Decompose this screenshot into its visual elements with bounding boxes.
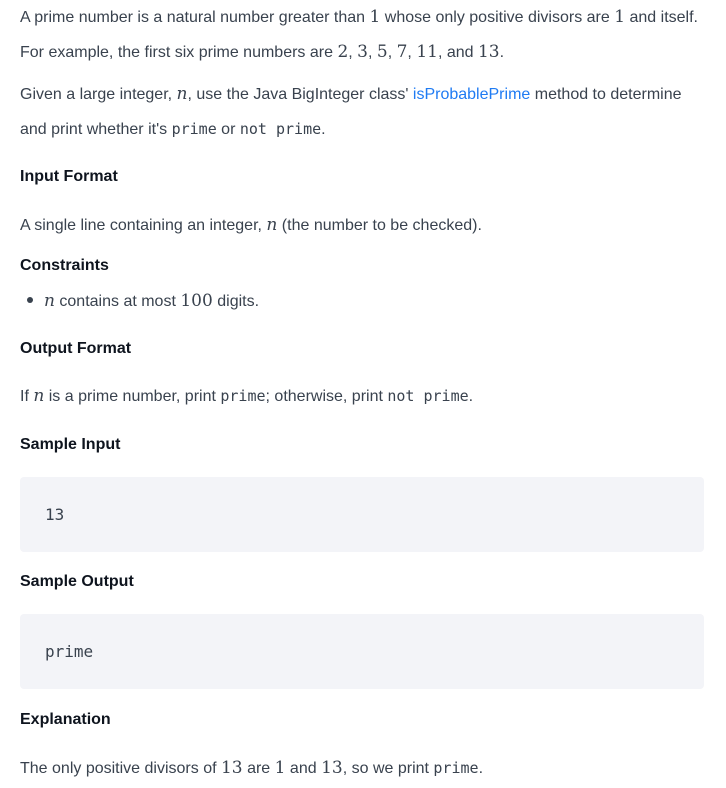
task-paragraph: [20, 77, 710, 147]
sample-output-block: [20, 614, 704, 689]
math-prime: 3: [357, 42, 368, 62]
sample-input-code: 13: [45, 505, 65, 524]
intro-text: , and: [437, 44, 478, 61]
task-text: method to determine and print whether it's: [20, 86, 682, 138]
explanation-text-part: The only positive divisors of: [20, 760, 221, 777]
sample-input-block: [20, 477, 704, 552]
output-format-text: [20, 379, 710, 414]
math-prime: 11: [416, 42, 438, 62]
input-text: (the number to be checked).: [277, 217, 482, 234]
intro-text: .: [499, 44, 505, 61]
inline-code-prime: prime: [171, 120, 217, 138]
task-text: , use the Java BigInteger class': [187, 86, 413, 103]
constraint-text: digits.: [212, 293, 260, 310]
inline-code-prime: prime: [220, 387, 266, 405]
math-number: 13: [321, 758, 343, 778]
sample-input-heading: Sample Input: [20, 436, 121, 453]
output-text: If: [20, 388, 34, 405]
constraint-text: contains at most: [54, 293, 181, 310]
constraints-list: [20, 286, 259, 317]
math-var-n: n: [44, 291, 55, 311]
math-prime: 13: [477, 42, 500, 62]
output-text: is a prime number, print: [44, 388, 221, 405]
task-text: Given a large integer,: [20, 86, 177, 103]
explanation-text-part: , so we print: [342, 760, 434, 777]
math-one: 1: [614, 7, 626, 27]
input-format-heading: Input Format: [20, 168, 118, 185]
explanation-text: [20, 751, 710, 786]
intro-text: whose only positive divisors are: [380, 9, 615, 26]
isprobableprime-link[interactable]: isProbablePrime: [412, 86, 531, 103]
sample-output-heading: Sample Output: [20, 573, 134, 590]
intro-paragraph: A prime number is a natural number greater than 1 whose only positive divisors are 1 and itself. For example, the first six prime numbers are 2, 3, 5, 7, 11, and 13.: [20, 7, 698, 62]
inline-code-not-prime: not prime: [239, 120, 322, 138]
sample-output-code: prime: [45, 642, 94, 661]
task-text: or: [216, 121, 240, 138]
output-text: .: [468, 388, 474, 405]
explanation-text-part: and: [285, 760, 322, 777]
math-one: 1: [369, 7, 381, 27]
output-text: ; otherwise, print: [265, 388, 388, 405]
explanation-heading: Explanation: [20, 711, 111, 728]
math-var-n: n: [266, 215, 278, 235]
constraints-heading: Constraints: [20, 257, 109, 274]
task-text: .: [321, 121, 326, 138]
math-number: 100: [180, 291, 213, 311]
output-format-heading: Output Format: [20, 340, 132, 357]
intro-text: A prime number is a natural number greater than: [20, 9, 370, 26]
inline-code-not-prime: not prime: [387, 387, 469, 405]
inline-code-prime: prime: [433, 759, 479, 777]
intro-text: and itself. For example, the first six prime numbers are: [20, 9, 698, 61]
math-number: 1: [274, 758, 286, 778]
math-prime: 7: [396, 42, 408, 62]
math-number: 13: [220, 758, 243, 778]
math-prime: 2: [337, 42, 349, 62]
math-var-n: n: [33, 386, 45, 406]
constraint-item: [20, 286, 259, 317]
math-var-n: n: [176, 84, 188, 104]
input-text: A single line containing an integer,: [20, 217, 267, 234]
explanation-text-part: .: [478, 760, 484, 777]
math-prime: 5: [376, 42, 388, 62]
explanation-text-part: are: [242, 760, 275, 777]
input-format-text: [20, 208, 710, 243]
